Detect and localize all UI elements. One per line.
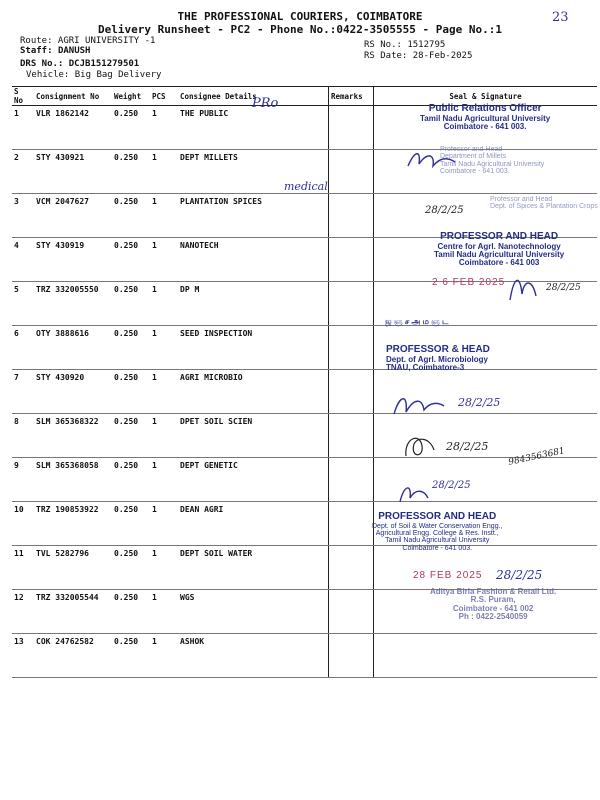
cell-pcs: 1 [150, 326, 178, 370]
cell-pcs: 1 [150, 238, 178, 282]
cell-weight: 0.250 [112, 502, 150, 546]
vehicle-label: Vehicle: Big Bag Delivery [26, 70, 162, 80]
cell-consignee: NANOTECH [178, 238, 329, 282]
cell-consignee: THE PUBLIC [178, 106, 329, 150]
cell-consignee: DEPT SOIL WATER [178, 546, 329, 590]
cell-consignment: SLM 365368322 [34, 414, 112, 458]
col-weight: Weight [112, 87, 150, 106]
stamp-swc-line5: Coimbatore - 641 003. [402, 544, 473, 552]
handwritten-phone-row9: 9843563681 [507, 446, 566, 468]
stamp-ashok-line2: R.S. Puram, [470, 595, 516, 605]
signature-dpm [506, 270, 546, 306]
stamp-ashok-line1: Aditya Birla Fashion & Retail Ltd. [430, 587, 557, 596]
cell-pcs: 1 [150, 150, 178, 194]
cell-remarks [329, 106, 374, 150]
stamp-spices-line2: Dept. of Spices & Plantation Crops [490, 203, 598, 211]
cell-consignee: ASHOK [178, 634, 329, 678]
cell-pcs: 1 [150, 194, 178, 238]
cell-remarks [329, 150, 374, 194]
cell-sno: 5 [12, 282, 34, 326]
rs-number: RS No.: 1512795 [364, 40, 446, 50]
cell-consignee: WGS [178, 590, 329, 634]
cell-consignment: VLR 1862142 [34, 106, 112, 150]
handwritten-note-pro: PRo [252, 96, 279, 111]
cell-pcs: 1 [150, 282, 178, 326]
handwritten-date-row8: 28/2/25 [458, 396, 501, 409]
cell-pcs: 1 [150, 634, 178, 678]
stamp-nano-line2: Centre for Agrl. Nanotechnology [437, 241, 561, 251]
cell-sno: 9 [12, 458, 34, 502]
cell-pcs: 1 [150, 106, 178, 150]
stamp-nano-line3: Tamil Nadu Agricultural University [434, 249, 565, 259]
stamp-pro [420, 104, 550, 131]
cell-sno: 3 [12, 194, 34, 238]
cell-weight: 0.250 [112, 106, 150, 150]
cell-pcs: 1 [150, 370, 178, 414]
stamp-micro-line2: Dept. of Agrl. Microbiology [386, 354, 488, 364]
stamp-seed-inspection [385, 318, 448, 326]
cell-consignee: PLANTATION SPICES [178, 194, 329, 238]
cell-weight: 0.250 [112, 458, 150, 502]
handwritten-date-row2: 28/2/25 [425, 205, 464, 216]
cell-sno: 8 [12, 414, 34, 458]
stamp-swc-line4: Tamil Nadu Agricultural University [385, 537, 490, 545]
col-sno: S No [12, 87, 34, 106]
cell-consignment: TVL 5282796 [34, 546, 112, 590]
tamil-seal-text: ஜ ஞ ச அ ம ஞ ட [385, 317, 449, 326]
cell-signature [374, 546, 598, 590]
col-consignment: Consignment No [34, 87, 112, 106]
cell-weight: 0.250 [112, 238, 150, 282]
cell-weight: 0.250 [112, 194, 150, 238]
cell-consignment: STY 430921 [34, 150, 112, 194]
cell-consignment: TRZ 190853922 [34, 502, 112, 546]
stamp-pro-title: Public Relations Officer [428, 103, 542, 114]
table-row [12, 414, 597, 458]
col-remarks: Remarks [329, 87, 374, 106]
cell-consignment: SLM 365368058 [34, 458, 112, 502]
stamp-microbiology [386, 345, 490, 372]
cell-consignment: TRZ 332005550 [34, 282, 112, 326]
cell-sno: 13 [12, 634, 34, 678]
stamp-date-nanotech: 2 6 FEB 2025 [432, 277, 506, 288]
cell-remarks [329, 370, 374, 414]
cell-weight: 0.250 [112, 150, 150, 194]
cell-consignment: COK 24762582 [34, 634, 112, 678]
stamp-swc-line2: Dept. of Soil & Water Conservation Engg., [372, 522, 503, 530]
stamp-date-wgs: 28 FEB 2025 [413, 570, 483, 581]
cell-pcs: 1 [150, 590, 178, 634]
cell-sno: 12 [12, 590, 34, 634]
route-label: Route: AGRI UNIVERSITY -1 [20, 36, 156, 46]
table-row [12, 370, 597, 414]
drs-number: DRS No.: DCJB151279501 [20, 59, 140, 69]
cell-remarks [329, 546, 374, 590]
cell-remarks [329, 238, 374, 282]
stamp-nano-line4: Coimbatore - 641 003 [458, 258, 540, 268]
stamp-spices-line1: Professor and Head [490, 196, 553, 203]
table-row [12, 634, 597, 678]
staff-row [20, 46, 90, 56]
cell-weight: 0.250 [112, 282, 150, 326]
cell-remarks [329, 326, 374, 370]
cell-sno: 10 [12, 502, 34, 546]
col-consignee: Consignee Details [178, 87, 329, 106]
cell-weight: 0.250 [112, 370, 150, 414]
cell-sno: 1 [12, 106, 34, 150]
col-pcs: PCS [150, 87, 178, 106]
cell-remarks [329, 634, 374, 678]
cell-weight: 0.250 [112, 634, 150, 678]
cell-consignee: DP M [178, 282, 329, 326]
stamp-ashok-line4: Ph : 0422-2540059 [458, 612, 528, 622]
stamp-soil-water [372, 512, 502, 552]
cell-consignee: AGRI MICROBIO [178, 370, 329, 414]
cell-remarks [329, 282, 374, 326]
table-row [12, 326, 597, 370]
cell-remarks [329, 502, 374, 546]
stamp-micro-line3: TNAU, Coimbatore-3 [386, 362, 465, 372]
cell-consignee: DEPT GENETIC [178, 458, 329, 502]
cell-consignee: DEAN AGRI [178, 502, 329, 546]
cell-consignment: TRZ 332005544 [34, 590, 112, 634]
cell-weight: 0.250 [112, 546, 150, 590]
stamp-nano-title: PROFESSOR AND HEAD [440, 231, 559, 242]
cell-weight: 0.250 [112, 326, 150, 370]
stamp-ashok [430, 588, 556, 622]
staff-label: Staff: [20, 46, 53, 56]
signature-genetic [400, 428, 440, 462]
rs-date: RS Date: 28-Feb-2025 [364, 51, 473, 61]
cell-sno: 4 [12, 238, 34, 282]
cell-consignment: OTY 3888616 [34, 326, 112, 370]
col-signature: Seal & Signature [374, 87, 598, 106]
stamp-millets-line4: Coimbatore - 641 003. [440, 168, 510, 176]
cell-weight: 0.250 [112, 414, 150, 458]
stamp-pro-city: Coimbatore - 641 003. [443, 121, 527, 131]
cell-sno: 2 [12, 150, 34, 194]
runsheet-title: Delivery Runsheet - PC2 - Phone No.:0422-3505555 - Page No.:1 [98, 23, 502, 36]
stamp-swc-title: PROFESSOR AND HEAD [378, 511, 497, 522]
handwritten-date-row5: 28/2/25 [546, 283, 581, 293]
stamp-millets-line1: Professor and Head [440, 146, 503, 153]
cell-pcs: 1 [150, 502, 178, 546]
cell-remarks [329, 458, 374, 502]
cell-signature [374, 634, 598, 678]
handwritten-note-medical: medical [284, 180, 328, 193]
staff-name: DANUSH [57, 46, 91, 56]
handwritten-date-row9: 28/2/25 [446, 440, 489, 453]
cell-pcs: 1 [150, 458, 178, 502]
stamp-swc-line3: Agricultural Engg. College & Res. Instt., [375, 529, 499, 537]
stamp-micro-title: PROFESSOR & HEAD [386, 344, 490, 355]
handwritten-date-row10: 28/2/25 [432, 480, 471, 491]
handwritten-date-row12: 28/2/25 [496, 568, 543, 582]
cell-sno: 7 [12, 370, 34, 414]
cell-consignee: DEPT MILLETS [178, 150, 329, 194]
cell-sno: 11 [12, 546, 34, 590]
stamp-pro-org: Tamil Nadu Agricultural University [420, 113, 551, 123]
company-title: THE PROFESSIONAL COURIERS, COIMBATORE [177, 10, 423, 23]
cell-consignee: DPET SOIL SCIEN [178, 414, 329, 458]
cell-pcs: 1 [150, 414, 178, 458]
stamp-ashok-line3: Coimbatore - 641 002 [452, 603, 534, 613]
signature-soil-science [390, 388, 450, 422]
cell-sno: 6 [12, 326, 34, 370]
cell-consignment: STY 430919 [34, 238, 112, 282]
cell-consignment: STY 430920 [34, 370, 112, 414]
cell-remarks [329, 414, 374, 458]
cell-remarks [329, 194, 374, 238]
stamp-spices [490, 196, 598, 211]
page-mark: 23 [552, 10, 569, 25]
stamp-millets-line3: Tamil Nadu Agricultural University [440, 160, 545, 168]
stamp-nanotech [434, 232, 564, 268]
cell-pcs: 1 [150, 546, 178, 590]
cell-consignment: VCM 2047627 [34, 194, 112, 238]
stamp-millets-line2: Department of Millets [440, 153, 507, 161]
table-row [12, 502, 597, 546]
signature-millets [405, 146, 465, 176]
cell-remarks [329, 590, 374, 634]
cell-weight: 0.250 [112, 590, 150, 634]
signature-dean [394, 478, 434, 508]
cell-consignee: SEED INSPECTION [178, 326, 329, 370]
